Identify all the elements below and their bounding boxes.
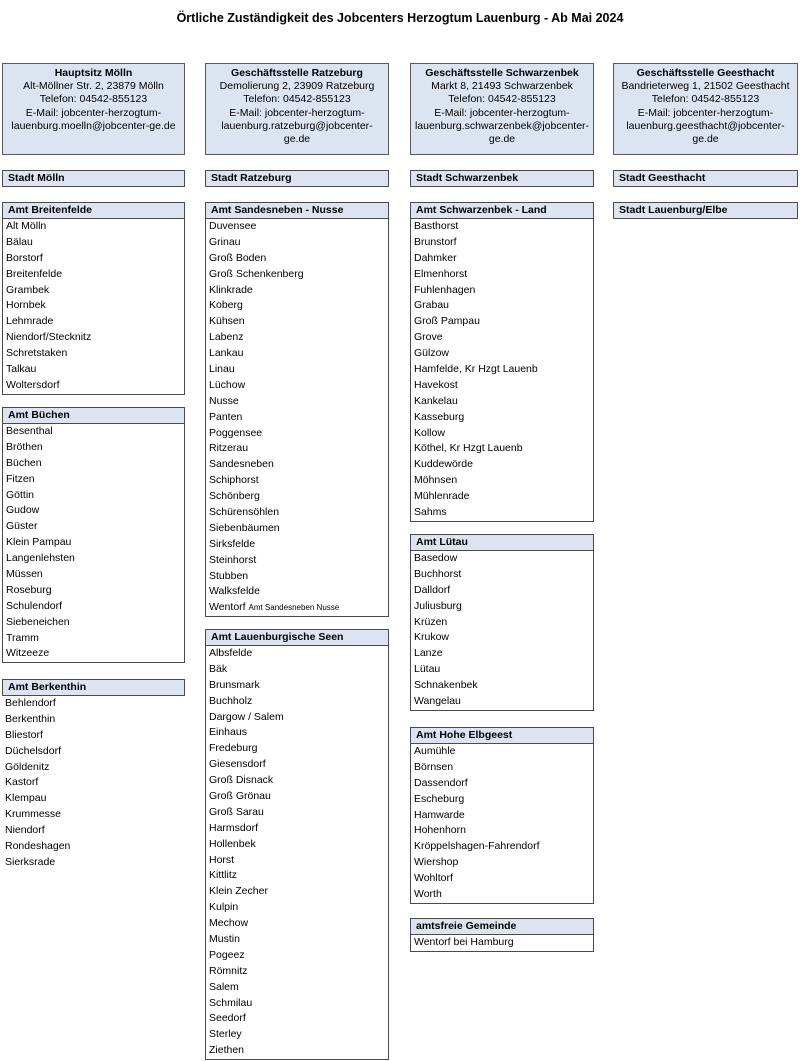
municipality-item: Wiershop xyxy=(414,856,459,869)
municipality-item: Worth xyxy=(414,888,442,901)
municipality-item: Sirksfelde xyxy=(209,537,256,550)
municipality-item: Duvensee xyxy=(209,220,257,232)
municipality-item: Dalldorf xyxy=(414,583,451,596)
amt-schwarzenbek-land-list xyxy=(410,219,594,522)
municipality-item: Berkenthin xyxy=(5,712,56,725)
office-phone: Telefon: 04542-855123 xyxy=(448,93,556,106)
office-address: Alt-Möllner Str. 2, 23879 Mölln xyxy=(23,80,164,93)
stadt-geesthacht-header: Stadt Geesthacht xyxy=(613,170,798,187)
municipality-item: Köthel, Kr Hzgt Lauenb xyxy=(414,442,523,455)
municipality-item: Mechow xyxy=(209,917,249,930)
municipality-item: Krüzen xyxy=(414,615,448,628)
municipality-item: Sterley xyxy=(209,1028,242,1041)
municipality-item: Poggensee xyxy=(209,426,263,439)
municipality-item: Havekost xyxy=(414,378,458,391)
municipality-item: Krummesse xyxy=(5,808,62,821)
municipality-item: Wangelau xyxy=(414,695,461,708)
stadt-schwarzenbek-header: Stadt Schwarzenbek xyxy=(410,170,594,187)
municipality-item: Grove xyxy=(414,331,443,344)
municipality-item: Steinhorst xyxy=(209,553,257,566)
municipality-item: Niendorf/Stecknitz xyxy=(6,331,92,344)
municipality-item: Schmilau xyxy=(209,996,253,1009)
municipality-item: Schürensöhlen xyxy=(209,506,280,519)
municipality-item: Brunsmark xyxy=(209,678,260,691)
municipality-item: Ritzerau xyxy=(209,442,249,455)
municipality-item: Kastorf xyxy=(5,776,39,789)
municipality-item: Juliusburg xyxy=(414,599,462,612)
municipality-item: Wohltorf xyxy=(414,872,453,885)
office-name: Geschäftsstelle Schwarzenbek xyxy=(425,67,579,79)
municipality-item: Schönberg xyxy=(209,490,260,503)
municipality-item: Lankau xyxy=(209,347,244,360)
municipality-item: Hamwarde xyxy=(414,808,465,821)
municipality-item: Woltersdorf xyxy=(6,378,60,391)
municipality-item: Harmsdorf xyxy=(209,821,259,834)
municipality-item: Klein Pampau xyxy=(6,536,72,549)
municipality-item: Mustin xyxy=(209,933,240,946)
municipality-item: Aumühle xyxy=(414,745,456,757)
office-name: Geschäftsstelle Ratzeburg xyxy=(231,67,363,79)
municipality-item: Nusse xyxy=(209,394,239,407)
municipality-item: Niendorf xyxy=(5,824,45,837)
municipality-item: Lütau xyxy=(414,663,441,676)
municipality-item: Linau xyxy=(209,363,235,376)
municipality-item: Lüchow xyxy=(209,378,246,391)
municipality-item: Grambek xyxy=(6,283,50,296)
office-phone: Telefon: 04542-855123 xyxy=(243,93,351,106)
municipality-item: Fredeburg xyxy=(209,742,258,755)
municipality-item: Groß Schenkenberg xyxy=(209,267,304,280)
office-email-line: ge.de xyxy=(692,133,719,146)
municipality-item: Kollow xyxy=(414,426,445,439)
amt-lauenburgische-seen-list xyxy=(205,646,389,1060)
municipality-item: Kulpin xyxy=(209,901,239,914)
municipality-item: Göttin xyxy=(6,488,35,501)
office-address: Demolierung 2, 23909 Ratzeburg xyxy=(219,80,375,93)
office-schwarzenbek xyxy=(410,63,594,155)
municipality-item: Walksfelde xyxy=(209,585,260,598)
municipality-item: Giesensdorf xyxy=(209,758,266,771)
municipality-item: Buchhorst xyxy=(414,567,462,580)
municipality-item: Groß Sarau xyxy=(209,805,264,818)
municipality-item: Groß Boden xyxy=(209,251,267,264)
municipality-item: Müssen xyxy=(6,568,43,581)
municipality-item: Siebeneichen xyxy=(6,615,70,628)
municipality-item: Salem xyxy=(209,980,239,993)
municipality-item: Sierksrade xyxy=(5,855,56,868)
municipality-item: Klinkrade xyxy=(209,283,253,296)
municipality-item: Siebenbäumen xyxy=(209,521,280,534)
office-address: Bandrieterweg 1, 21502 Geesthacht xyxy=(621,80,790,93)
municipality-item: Langenlehsten xyxy=(6,552,75,565)
office-email-line: lauenburg.moelln@jobcenter-ge.de xyxy=(11,119,176,132)
municipality-item: Borstorf xyxy=(6,251,43,264)
municipality-item xyxy=(206,600,388,616)
municipality-item: Alt Mölln xyxy=(6,220,47,232)
stadt-lauenburg-header: Stadt Lauenburg/Elbe xyxy=(613,202,798,219)
municipality-item: Fitzen xyxy=(6,472,35,485)
amt-buechen-header: Amt Büchen xyxy=(2,407,185,424)
municipality-item: Stubben xyxy=(209,569,249,582)
office-phone: Telefon: 04542-855123 xyxy=(39,93,148,106)
municipality-item: Düchelsdorf xyxy=(5,744,62,757)
municipality-item: Römnitz xyxy=(209,964,248,977)
stadt-moelln-header: Stadt Mölln xyxy=(2,170,185,187)
municipality-item: Bäk xyxy=(209,662,228,675)
municipality-item: Besenthal xyxy=(6,425,53,437)
office-email-line: lauenburg.schwarzenbek@jobcenter- xyxy=(414,119,590,132)
municipality-item: Gudow xyxy=(6,504,40,517)
municipality-item: Sahms xyxy=(414,506,447,519)
municipality-item: Möhnsen xyxy=(414,474,458,487)
office-email-line: E-Mail: jobcenter-herzogtum- xyxy=(637,106,774,119)
municipality-item: Labenz xyxy=(209,331,244,344)
municipality-item: Klein Zecher xyxy=(209,885,268,898)
amt-luetau-header: Amt Lütau xyxy=(410,534,594,551)
municipality-item: Bliestorf xyxy=(5,728,43,741)
municipality-item: Hamfelde, Kr Hzgt Lauenb xyxy=(414,363,538,376)
municipality-item: Kittlitz xyxy=(209,869,238,882)
municipality-item: Fuhlenhagen xyxy=(414,283,476,296)
municipality-item: Schiphorst xyxy=(209,474,259,487)
municipality-item: Dargow / Salem xyxy=(209,710,284,723)
municipality-item: Pogeez xyxy=(209,948,245,961)
office-email-line: lauenburg.geesthacht@jobcenter- xyxy=(626,119,785,132)
municipality-item: Kuddewörde xyxy=(414,458,473,471)
amt-lauenburgische-seen-header: Amt Lauenburgische Seen xyxy=(205,629,389,646)
municipality-item: Kühsen xyxy=(209,315,245,328)
municipality-item: Schnakenbek xyxy=(414,679,478,692)
municipality-item: Güster xyxy=(6,520,38,533)
municipality-item: Hornbek xyxy=(6,299,46,312)
municipality-item: Lanze xyxy=(414,647,443,660)
municipality-item: Schulendorf xyxy=(6,599,63,612)
amt-luetau-list xyxy=(410,551,594,711)
stadt-ratzeburg-header: Stadt Ratzeburg xyxy=(205,170,389,187)
municipality-item: Dassendorf xyxy=(414,776,468,789)
amt-buechen-list xyxy=(2,424,185,663)
municipality-item: Roseburg xyxy=(6,583,52,596)
municipality-item: Elmenhorst xyxy=(414,267,468,280)
page-title: Örtliche Zuständigkeit des Jobcenters Herzogtum Lauenburg - Ab Mai 2024 xyxy=(176,11,624,25)
municipality-item: Horst xyxy=(209,853,235,866)
municipality-item: Börnsen xyxy=(414,760,454,773)
municipality-item: Groß Grönau xyxy=(209,790,271,803)
amt-schwarzenbek-land-header: Amt Schwarzenbek - Land xyxy=(410,202,594,219)
office-moelln xyxy=(2,63,185,155)
amt-hohe-elbgeest-header: Amt Hohe Elbgeest xyxy=(410,727,594,744)
amt-sandesneben-header: Amt Sandesneben - Nusse xyxy=(205,202,389,219)
municipality-item: Schretstaken xyxy=(6,347,68,360)
amt-berkenthin-header: Amt Berkenthin xyxy=(2,679,185,696)
municipality-item: Buchholz xyxy=(209,694,253,707)
municipality-item: Sandesneben xyxy=(209,458,274,471)
municipality-item: Krukow xyxy=(414,631,450,644)
municipality-item: Basthorst xyxy=(414,220,459,232)
municipality-item: Büchen xyxy=(6,456,42,469)
municipality-item: Kasseburg xyxy=(414,410,465,423)
office-email-line: ge.de xyxy=(488,133,516,146)
municipality-item: Grinau xyxy=(209,235,241,248)
office-email-line: E-Mail: jobcenter-herzogtum- xyxy=(434,106,570,119)
municipality-item: Koberg xyxy=(209,299,243,312)
office-email-line: E-Mail: jobcenter-herzogtum- xyxy=(229,106,365,119)
municipality-item: Gülzow xyxy=(414,347,450,360)
municipality-item: Groß Pampau xyxy=(414,315,480,328)
municipality-item: Groß Disnack xyxy=(209,774,274,787)
municipality-item: Behlendorf xyxy=(5,697,56,709)
office-geesthacht xyxy=(613,63,798,155)
municipality-item: Witzeeze xyxy=(6,647,50,660)
municipality-item: Göldenitz xyxy=(5,760,50,773)
municipality-item: Kankelau xyxy=(414,394,458,407)
municipality-item: Grabau xyxy=(414,299,450,312)
office-email-line: lauenburg.ratzeburg@jobcenter- xyxy=(221,119,373,132)
municipality-item: Bälau xyxy=(6,235,33,248)
municipality-item: Kröppelshagen-Fahrendorf xyxy=(414,840,540,853)
amt-sandesneben-list xyxy=(205,219,389,617)
amtsfreie-gemeinde-header: amtsfreie Gemeinde xyxy=(410,918,594,935)
municipality-item: Einhaus xyxy=(209,726,247,739)
municipality-item: Rondeshagen xyxy=(5,840,71,853)
office-phone: Telefon: 04542-855123 xyxy=(651,93,760,106)
municipality-item: Tramm xyxy=(6,631,39,644)
municipality-note: Amt Sandesneben Nusse xyxy=(248,603,340,613)
office-address: Markt 8, 21493 Schwarzenbek xyxy=(431,80,573,93)
municipality-item: Brunstorf xyxy=(414,235,457,248)
municipality-item: Klempau xyxy=(5,792,47,805)
office-name: Geschäftsstelle Geesthacht xyxy=(636,67,775,79)
amt-hohe-elbgeest-list xyxy=(410,744,594,904)
municipality-item: Hollenbek xyxy=(209,837,256,850)
municipality-item: Escheburg xyxy=(414,792,465,805)
amtsfreie-gemeinde-list xyxy=(410,935,594,952)
office-ratzeburg xyxy=(205,63,389,155)
municipality-item: Lehmrade xyxy=(6,315,54,328)
municipality-item: Hohenhorn xyxy=(414,824,466,837)
municipality-item: Mühlenrade xyxy=(414,490,470,503)
office-name: Hauptsitz Mölln xyxy=(54,67,133,79)
office-email-line: E-Mail: jobcenter-herzogtum- xyxy=(25,106,162,119)
municipality-item: Albsfelde xyxy=(209,647,253,659)
municipality-item: Panten xyxy=(209,410,243,423)
municipality-name: Wentorf xyxy=(209,601,246,614)
office-email-line: ge.de xyxy=(283,133,311,146)
municipality-item: Basedow xyxy=(414,552,458,564)
amt-breitenfelde-list xyxy=(2,219,185,395)
municipality-item: Breitenfelde xyxy=(6,267,63,280)
municipality-item: Dahmker xyxy=(414,251,457,264)
municipality-item: Bröthen xyxy=(6,440,43,453)
municipality-item: Talkau xyxy=(6,363,37,376)
amt-berkenthin-list xyxy=(2,696,185,871)
municipality-item: Wentorf bei Hamburg xyxy=(414,936,514,948)
municipality-item: Seedorf xyxy=(209,1012,246,1025)
amt-breitenfelde-header: Amt Breitenfelde xyxy=(2,202,185,219)
municipality-item: Ziethen xyxy=(209,1044,245,1057)
